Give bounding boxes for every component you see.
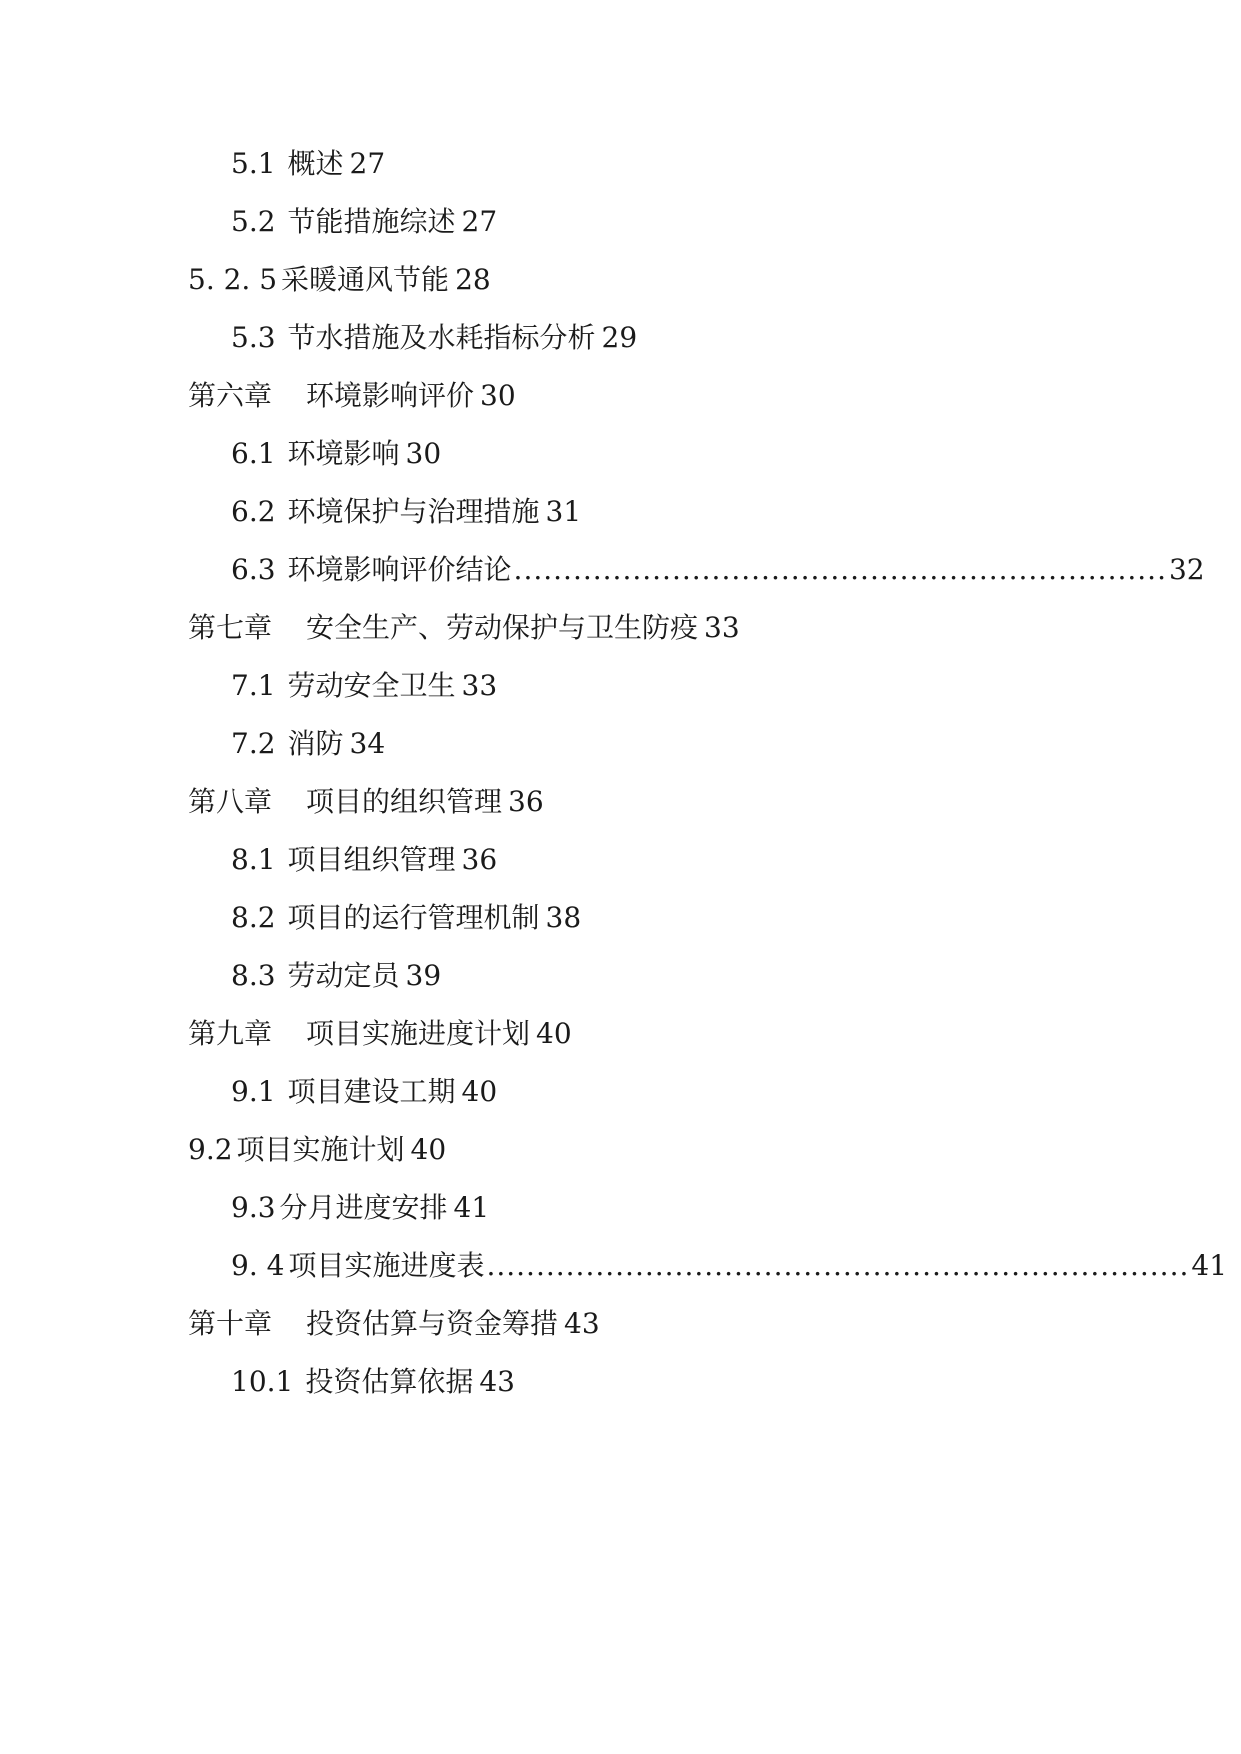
toc-entry[interactable] [231,202,497,242]
toc-number: 7.2 [231,727,276,760]
toc-number: 9.3 [231,1191,276,1224]
toc-page: 40 [536,1017,572,1050]
toc-title: 安全生产、劳动保护与卫生防疫 [306,611,699,644]
toc-chapter-number: 第七章 [188,611,273,644]
toc-page: 41 [453,1191,490,1224]
toc-title: 劳动安全卫生 [287,669,456,702]
toc-page: 40 [461,1075,498,1108]
toc-number: 8.3 [231,959,276,992]
toc-title: 节能措施综述 [287,205,456,238]
toc-page: 43 [479,1365,515,1398]
toc-dot-leader: .................................................................. [513,553,1167,586]
toc-chapter-entry[interactable] [188,376,516,416]
toc-page: 39 [405,959,442,992]
toc-title: 节水措施及水耗指标分析 [287,321,596,354]
toc-title: 项目的组织管理 [306,785,503,818]
toc-page: 41 [1191,1249,1228,1282]
toc-chapter-number: 第九章 [188,1017,273,1050]
toc-page: 33 [461,669,498,702]
toc-title: 投资估算与资金筹措 [306,1307,559,1340]
toc-entry[interactable] [231,318,637,358]
toc-page: 40 [410,1133,447,1166]
toc-chapter-entry[interactable] [188,1014,572,1054]
toc-chapter-number: 第六章 [188,379,273,412]
toc-page: 28 [455,263,491,296]
toc-title: 项目实施计划 [236,1133,405,1166]
toc-dot-leader: ....................................................................... [486,1249,1190,1282]
toc-title: 项目实施进度计划 [306,1017,531,1050]
toc-title: 采暖通风节能 [281,263,450,296]
toc-number: 6.1 [231,437,276,470]
toc-entry[interactable] [231,1246,1228,1286]
toc-page: 36 [508,785,544,818]
toc-title: 项目的运行管理机制 [287,901,540,934]
toc-entry[interactable] [231,666,497,706]
toc-title: 环境保护与治理措施 [287,495,540,528]
toc-number: 5. 2. 5 [188,263,278,296]
toc-title: 项目组织管理 [287,843,456,876]
toc-title: 投资估算依据 [305,1365,474,1398]
toc-page: 38 [545,901,582,934]
toc-chapter-entry[interactable] [188,608,740,648]
toc-number: 5.2 [231,205,276,238]
toc-number: 9.1 [231,1075,276,1108]
toc-page: 32 [1168,553,1205,586]
toc-title: 项目实施进度表 [288,1249,485,1282]
toc-entry[interactable] [231,956,441,996]
toc-title: 环境影响评价结论 [287,553,512,586]
toc-entry[interactable] [231,550,1205,590]
toc-entry[interactable] [231,840,497,880]
toc-entry[interactable] [231,1188,489,1228]
toc-title: 劳动定员 [287,959,400,992]
toc-entry[interactable] [231,144,385,184]
toc-title: 项目建设工期 [287,1075,456,1108]
toc-number: 9.2 [188,1133,233,1166]
toc-page: 29 [601,321,638,354]
toc-number: 7.1 [231,669,276,702]
toc-page: 33 [704,611,740,644]
toc-chapter-number: 第十章 [188,1307,273,1340]
toc-chapter-entry[interactable] [188,782,544,822]
toc-entry[interactable] [231,492,581,532]
toc-number: 6.2 [231,495,276,528]
toc-number: 5.3 [231,321,276,354]
toc-number: 8.2 [231,901,276,934]
toc-page: 27 [349,147,386,180]
toc-page: 27 [461,205,498,238]
toc-title: 环境影响评价 [306,379,475,412]
toc-entry[interactable] [188,1130,446,1170]
toc-number: 6.3 [231,553,276,586]
toc-page: 30 [480,379,516,412]
toc-chapter-entry[interactable] [188,1304,600,1344]
toc-page: 36 [461,843,498,876]
toc-entry[interactable] [188,260,491,300]
toc-page: 30 [405,437,442,470]
toc-page: 34 [349,727,386,760]
toc-entry[interactable] [231,1072,497,1112]
toc-number: 9. 4 [231,1249,285,1282]
toc-title: 消防 [287,727,344,760]
toc-entry[interactable] [231,724,385,764]
toc-number: 10.1 [231,1365,294,1398]
toc-page: 31 [545,495,582,528]
toc-entry[interactable] [231,1362,515,1402]
toc-title: 分月进度安排 [279,1191,448,1224]
toc-number: 5.1 [231,147,276,180]
toc-entry[interactable] [231,434,441,474]
toc-title: 概述 [287,147,344,180]
toc-entry[interactable] [231,898,581,938]
toc-title: 环境影响 [287,437,400,470]
toc-chapter-number: 第八章 [188,785,273,818]
toc-number: 8.1 [231,843,276,876]
toc-page: 43 [564,1307,600,1340]
